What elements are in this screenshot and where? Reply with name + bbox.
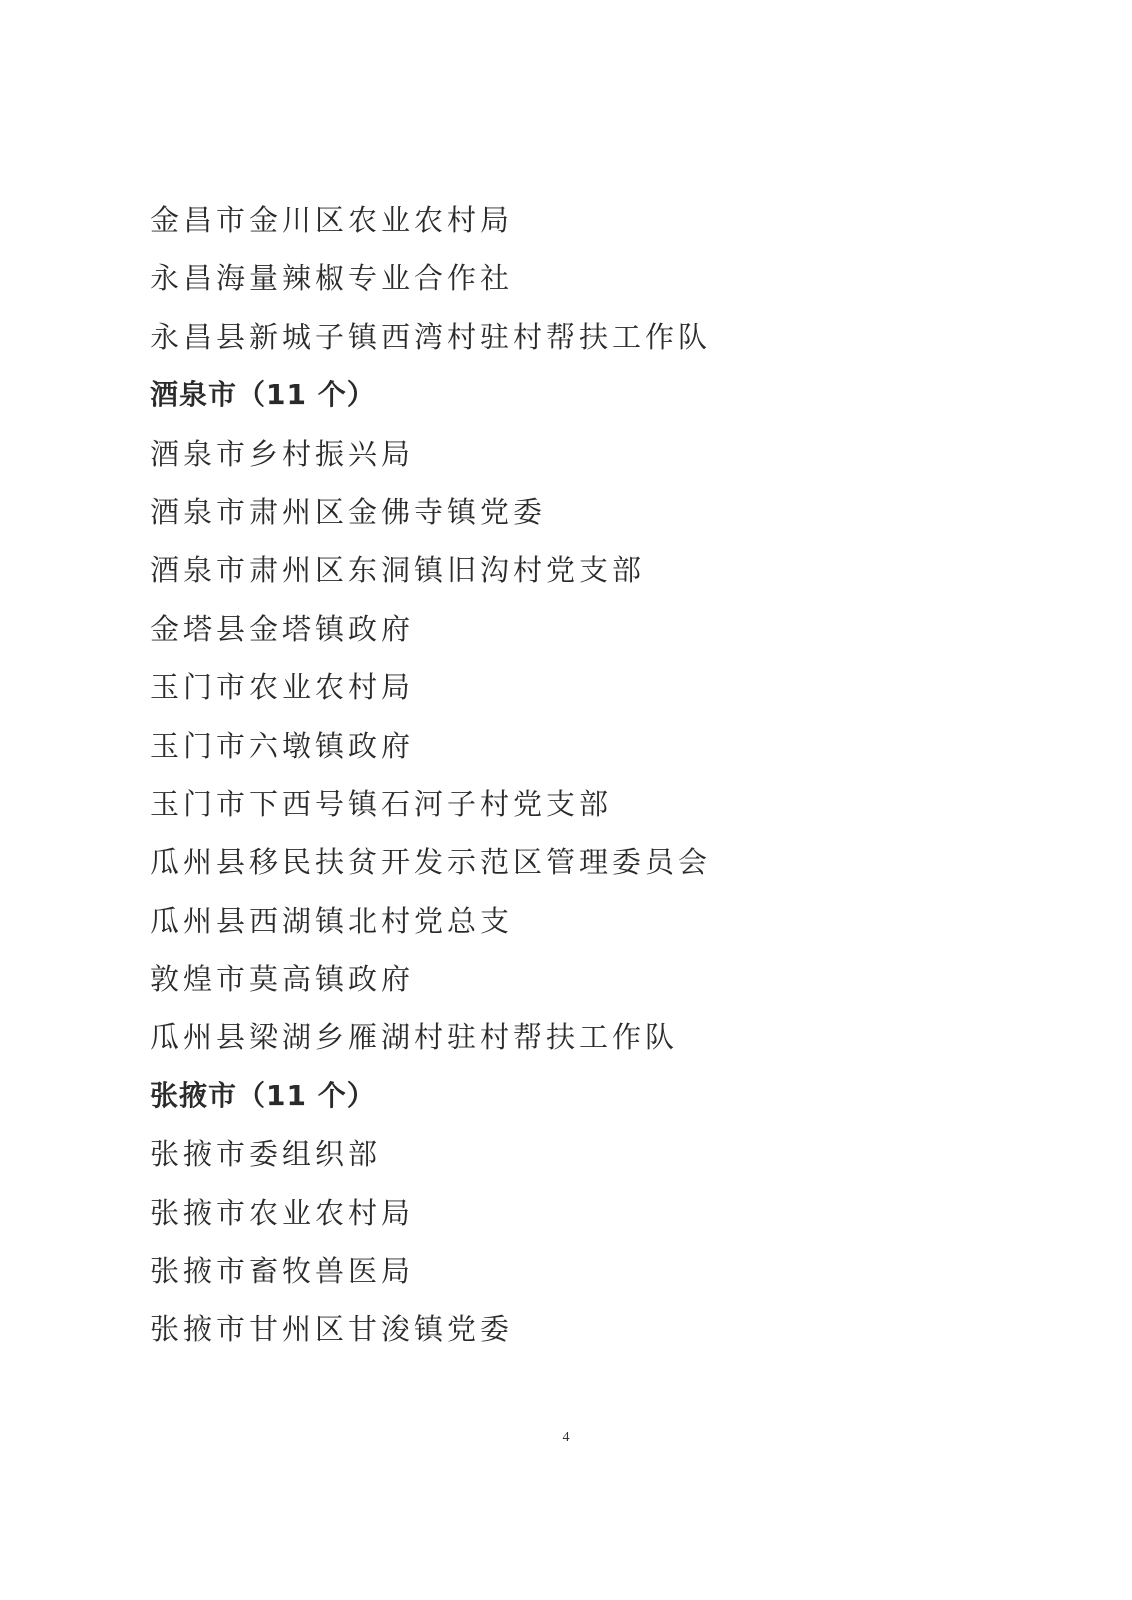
page-number: 4 <box>562 1430 570 1445</box>
list-item: 玉门市六墩镇政府 <box>150 728 415 763</box>
list-item: 瓜州县梁湖乡雁湖村驻村帮扶工作队 <box>150 1020 679 1055</box>
list-item: 玉门市农业农村局 <box>150 670 415 705</box>
list-item: 瓜州县西湖镇北村党总支 <box>150 903 514 938</box>
list-item: 张掖市畜牧兽医局 <box>150 1254 415 1289</box>
list-item: 酒泉市肃州区金佛寺镇党委 <box>150 494 547 529</box>
list-item: 金昌市金川区农业农村局 <box>150 203 514 237</box>
list-item: 张掖市农业农村局 <box>150 1195 415 1230</box>
list-item: 永昌海量辣椒专业合作社 <box>150 261 514 296</box>
list-item: 酒泉市肃州区东洞镇旧沟村党支部 <box>150 553 646 588</box>
section-heading-jiuquan: 酒泉市（11 个） <box>150 378 376 412</box>
list-item: 敦煌市莫高镇政府 <box>150 962 415 997</box>
list-item: 金塔县金塔镇政府 <box>150 611 415 646</box>
list-item: 永昌县新城子镇西湾村驻村帮扶工作队 <box>150 319 712 354</box>
list-item: 张掖市甘州区甘浚镇党委 <box>150 1312 514 1347</box>
list-item: 瓜州县移民扶贫开发示范区管理委员会 <box>150 845 712 880</box>
list-item: 玉门市下西号镇石河子村党支部 <box>150 786 613 821</box>
section-heading-zhangye: 张掖市（11 个） <box>150 1078 376 1112</box>
list-item: 张掖市委组织部 <box>150 1137 382 1172</box>
organization-list <box>150 197 1010 1365</box>
list-item: 酒泉市乡村振兴局 <box>150 436 415 471</box>
